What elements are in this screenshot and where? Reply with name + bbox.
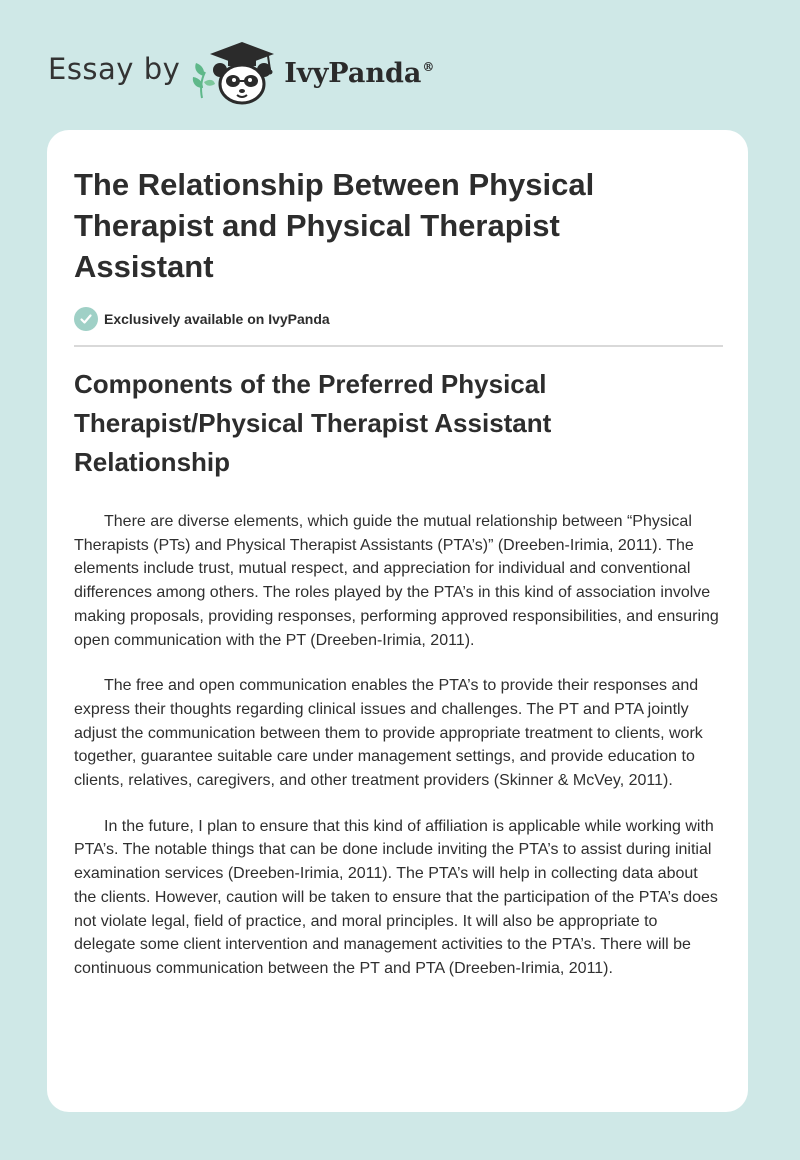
section-title: Components of the Preferred Physical Therapist/Physical Therapist Assistant Relationship bbox=[74, 369, 552, 477]
paragraph: There are diverse elements, which guide the mutual relationship between “Physical Therapists (PTs) and Physical Therapist Assistants (PTA’s)” (Dreeben-Irimia, 2011). The elements include trust, mutual respect, and appreciation for individual and conventional differences among others. The roles played by the PTA’s in this kind of association involve making proposals, providing responses, performing approved responsibilities, and ensuring open communication with the PT (Dreeben-Irimia, 2011). bbox=[74, 513, 719, 649]
exclusive-badge bbox=[74, 307, 330, 331]
essay-body bbox=[74, 510, 723, 1003]
panda-graduation-cap-icon bbox=[188, 36, 280, 106]
ivypanda-logo[interactable] bbox=[188, 36, 434, 106]
site-header bbox=[48, 36, 434, 106]
essay-title: The Relationship Between Physical Therapist and Physical Therapist Assistant bbox=[74, 167, 595, 284]
check-badge-icon bbox=[74, 307, 98, 331]
divider bbox=[74, 345, 723, 347]
paragraph: In the future, I plan to ensure that this kind of affiliation is applicable while working with PTA’s. The notable things that can be done include inviting the PTA’s to assist during initial examination services (Dreeben-Irimia, 2011). The PTA’s will help in collecting data about the clients. However, caution will be taken to ensure that the participation of the PTA’s does not violate legal, field of practice, and moral principles. It will also be appropriate to delegate some client intervention and management activities to the PTA’s. There will be continuous communication between the PT and PTA (Dreeben-Irimia, 2011). bbox=[74, 817, 718, 977]
exclusive-badge-text: Exclusively available on IvyPanda bbox=[104, 311, 330, 327]
essay-by-label: Essay by bbox=[48, 52, 181, 86]
essay-card bbox=[47, 130, 748, 1112]
paragraph: The free and open communication enables the PTA’s to provide their responses and express their thoughts regarding clinical issues and challenges. The PT and PTA jointly adjust the communication between them to provide appropriate treatment to clients, work together, guarantee suitable care under management settings, and provide education to clients, relatives, caregivers, and other treatment providers (Skinner & McVey, 2011). bbox=[74, 677, 703, 790]
brand-name: IvyPanda® bbox=[284, 57, 435, 89]
